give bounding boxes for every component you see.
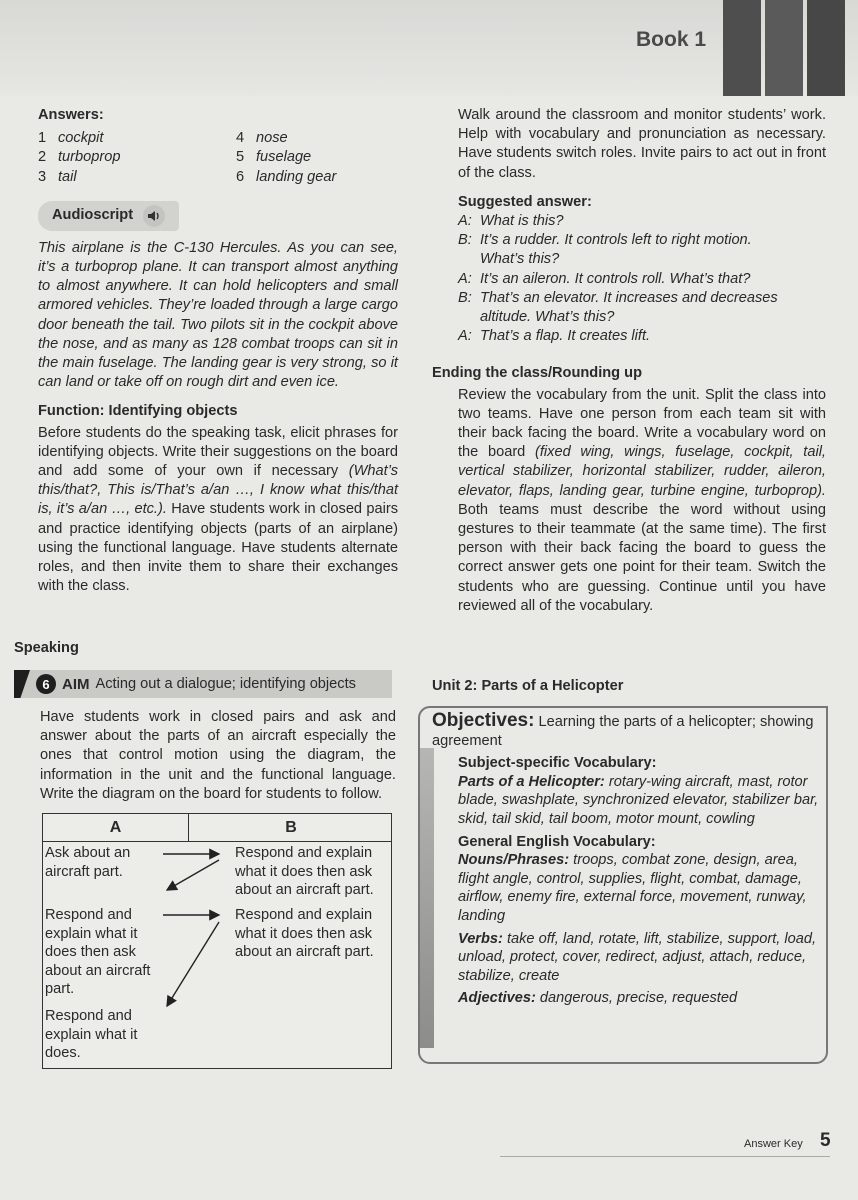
left-column xyxy=(38,106,398,596)
speaking-heading: Speaking xyxy=(14,640,79,656)
diagram-col-a: A xyxy=(43,814,189,842)
answer-item: 1 cockpit xyxy=(38,130,104,147)
audioscript-label: Audioscript xyxy=(38,201,179,231)
footer-rule xyxy=(500,1156,830,1157)
right-column xyxy=(432,106,826,616)
dialogue-line: A: It’s an aileron. It controls roll. What’s that? xyxy=(458,270,751,287)
answers-list xyxy=(38,129,398,187)
audioscript-text: This airplane is the C-130 Hercules. As you can see, it’s a turboprop plane. It can transport almost anything to almost anywhere. It can hold helicopters and small armored vehicles. They’re loaded through a large cargo door beneath the tail. Two pilots sit in the cockpit above the nose, and as many as 128 combat troops can sit in the main fuselage. The landing gear is very strong, so it can land or take off on rough dirt and even ice. xyxy=(38,239,398,391)
aim-label: AIM xyxy=(62,675,90,693)
answer-item: 2 turboprop xyxy=(38,149,121,166)
diagram-a2: Respond and explain what it does then ask about an aircraft part. xyxy=(45,907,151,998)
answer-item: 4 nose xyxy=(236,130,288,147)
parts-vocab: Parts of a Helicopter: rotary-wing aircraft, mast, rotor blade, swashplate, synchronized elevator, stabilizer bar, skid, tail skid, tail boom, motor mount, cowling xyxy=(458,773,819,827)
intro-paragraph: Walk around the classroom and monitor students’ work. Help with vocabulary and pronunciation as necessary. Have students switch roles. Invite pairs to act out in front of the class. xyxy=(458,107,826,181)
objectives-box xyxy=(418,706,828,1064)
aim-text: Acting out a dialogue; identifying objects xyxy=(95,676,356,692)
aim-number-badge: 6 xyxy=(36,674,56,694)
dialogue-diagram xyxy=(42,813,392,1069)
adjectives-vocab: Adjectives: dangerous, precise, requested xyxy=(458,990,738,1007)
footer-label: Answer Key xyxy=(744,1138,803,1150)
answers-heading: Answers: xyxy=(38,107,104,123)
dialogue-line: B: It’s a rudder. It controls left to right motion. What’s this? xyxy=(458,232,752,268)
book-label: Book 1 xyxy=(636,28,707,51)
dialogue-list xyxy=(432,212,826,346)
function-paragraph: Before students do the speaking task, elicit phrases for identifying objects. Write their suggestions on the board and add some of your own if necessary (What’s this/that?, This is/That’s a/an …, I know what this/that is, it’s a/an …, etc.). Have students work in closed pairs and practice identifying objects (parts of an airplane) using the functional language. Have students alternate roles, and then invite them to share their exchanges with the class. xyxy=(38,424,398,595)
answer-item: 3 tail xyxy=(38,168,77,185)
speaker-icon[interactable] xyxy=(143,205,165,227)
diagram-a1: Ask about an aircraft part. xyxy=(45,845,131,880)
function-heading: Function: Identifying objects xyxy=(38,403,238,420)
answer-item: 6 landing gear xyxy=(236,168,337,185)
unit2-heading: Unit 2: Parts of a Helicopter xyxy=(432,678,624,694)
ending-heading: Ending the class/Rounding up xyxy=(432,365,642,382)
nouns-vocab: Nouns/Phrases: troops, combat zone, design, area, flight angle, control, supplies, flight, combat, damage, airflow, enemy fire, external force, movement, runway, landing xyxy=(458,852,807,924)
objectives: Objectives: Learning the parts of a helicopter; showing agreement xyxy=(432,710,814,749)
diagram-b2: Respond and explain what it does then ask about an aircraft part. xyxy=(235,907,374,961)
general-vocab-heading: General English Vocabulary: xyxy=(458,833,656,850)
subject-vocab-heading: Subject-specific Vocabulary: xyxy=(458,755,657,772)
dialogue-line: B: That’s an elevator. It increases and decreases altitude. What’s this? xyxy=(458,289,778,326)
ending-paragraph: Review the vocabulary from the unit. Split the class into two teams. Have one person from each team sit with their back facing the board. Write a vocabulary word on the board (fixed wing, wings, fuselage, cockpit, tail, vertical stabilizer, horizontal stabilizer, rudder, aileron, elevator, flaps, landing gear, turbine engine, turboprop). Both teams must describe the word without using gestures to their teammate (at the same time). The first person with their back facing the board to guess the correct answer gets one point for their team. Switch the students who are guessing. Continue until you have reviewed all of the vocabulary. xyxy=(458,386,826,614)
page-number: 5 xyxy=(820,1130,831,1151)
diagram-col-b: B xyxy=(285,819,297,836)
aim-bar xyxy=(14,670,392,698)
suggested-heading: Suggested answer: xyxy=(458,193,592,210)
diagram-arrows xyxy=(43,814,393,1070)
dialogue-line: A: That’s a flap. It creates lift. xyxy=(458,328,651,345)
dialogue-line: A: What is this? xyxy=(458,213,564,230)
header-bars xyxy=(723,0,845,96)
answer-item: 5 fuselage xyxy=(236,149,312,166)
speaking-paragraph: Have students work in closed pairs and ask and answer about the parts of an aircraft especially the ones that control motion using the diagram, the information in the unit and the functional language. Write the diagram on the board for students to follow. xyxy=(40,709,396,802)
diagram-a3: Respond and explain what it does. xyxy=(45,1008,138,1062)
diagram-b1: Respond and explain what it does then ask about an aircraft part. xyxy=(235,845,374,899)
verbs-vocab: Verbs: take off, land, rotate, lift, stabilize, support, load, unload, protect, cover, redirect, adjust, attach, reduce, stabilize, create xyxy=(458,930,817,984)
